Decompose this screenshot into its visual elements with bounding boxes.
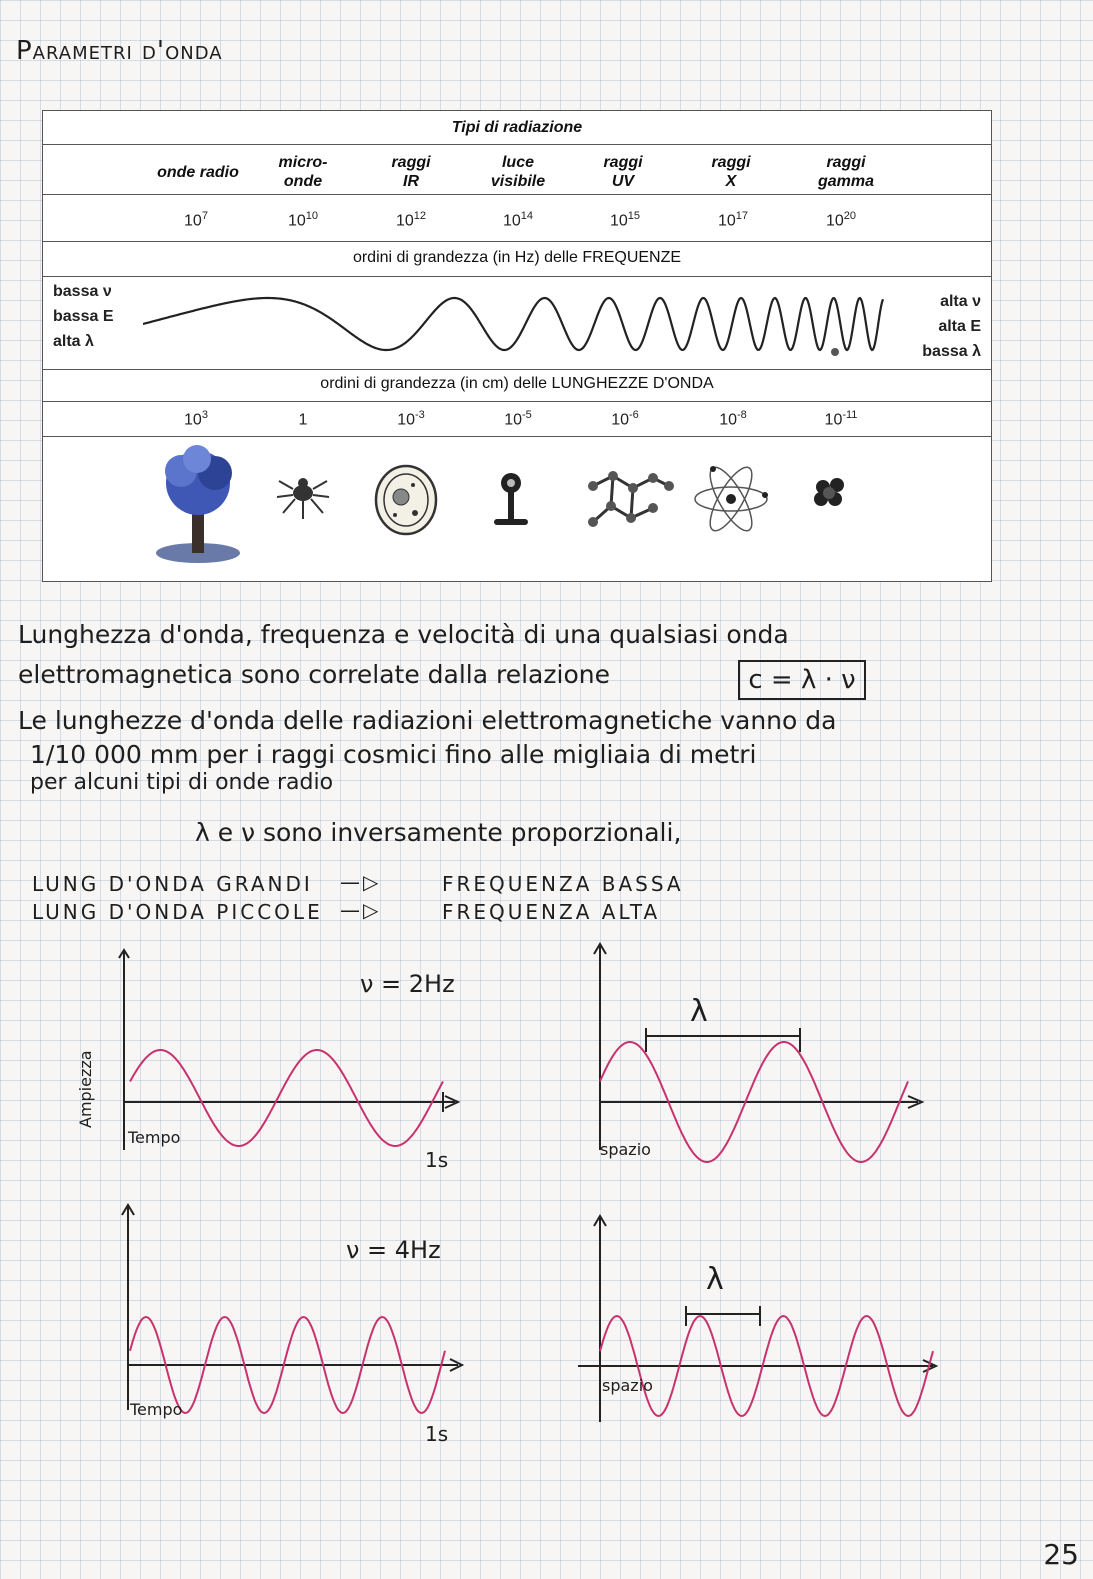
relation-2-left: LUNG D'ONDA PICCOLE bbox=[32, 900, 323, 924]
frequency-radio: $10^7$ bbox=[184, 210, 208, 230]
relation-1-arrow: —▷ bbox=[340, 870, 382, 894]
note-line-2: elettromagnetica sono correlate dalla relazione bbox=[18, 660, 610, 689]
frequency-caption: ordini di grandezza (in Hz) delle FREQUENZE bbox=[352, 249, 682, 266]
graph1-y-label: Ampiezza bbox=[76, 1050, 95, 1128]
type-microwave: micro- onde bbox=[278, 154, 328, 190]
type-gamma: raggi gamma bbox=[817, 154, 875, 190]
nucleus-icon bbox=[811, 475, 851, 511]
type-infrared: raggi IR bbox=[391, 154, 431, 190]
graph3-frequency: ν = 4Hz bbox=[346, 1236, 441, 1264]
graph2-x-label: spazio bbox=[600, 1140, 651, 1159]
insect-icon bbox=[273, 463, 333, 523]
spectrum-wave bbox=[143, 286, 893, 366]
graph1-x-label: Tempo bbox=[128, 1128, 181, 1147]
frequency-infrared: $10^{12}$ bbox=[395, 210, 427, 230]
type-visible: luce visibile bbox=[490, 154, 546, 190]
relation-2-arrow: —▷ bbox=[340, 898, 382, 922]
molecule-icon bbox=[573, 456, 675, 544]
wavelength-caption: ordini di grandezza (in cm) delle LUNGHEZZE D'ONDA bbox=[320, 375, 714, 392]
graph2-lambda: λ bbox=[690, 994, 708, 1029]
cell-icon bbox=[373, 463, 439, 537]
graph4-x-label: spazio bbox=[602, 1376, 653, 1395]
relation-1-left: LUNG D'ONDA GRANDI bbox=[32, 872, 313, 896]
graph1-one-second: 1s bbox=[425, 1148, 449, 1172]
note-line-6: λ e ν sono inversamente proporzionali, bbox=[195, 818, 682, 847]
frequency-uv: $10^{15}$ bbox=[609, 210, 641, 230]
wavelength-infrared: $10^{-3}$ bbox=[397, 409, 425, 429]
electromagnetic-spectrum-table bbox=[42, 110, 992, 582]
graph3-x-label: Tempo bbox=[130, 1400, 183, 1419]
note-line-4: 1/10 000 mm per i raggi cosmici fino alle migliaia di metri bbox=[30, 740, 757, 769]
wavelength-xray: $10^{-8}$ bbox=[719, 409, 747, 429]
type-xray: raggi X bbox=[711, 154, 751, 190]
table-header: Tipi di radiazione bbox=[451, 119, 583, 136]
wavelength-visible: $10^{-5}$ bbox=[504, 409, 532, 429]
graph1-frequency: ν = 2Hz bbox=[360, 970, 455, 998]
type-radio: onde radio bbox=[157, 164, 239, 181]
frequency-visible: $10^{14}$ bbox=[502, 210, 534, 230]
relation-2-right: FREQUENZA ALTA bbox=[442, 900, 661, 924]
left-labels: bassa ν bassa E alta λ bbox=[53, 283, 114, 350]
atom-icon bbox=[691, 459, 771, 539]
frequency-microwave: $10^{10}$ bbox=[287, 210, 319, 230]
wavelength-gamma: $10^{-11}$ bbox=[824, 409, 858, 429]
relation-1-right: FREQUENZA BASSA bbox=[442, 872, 684, 896]
graph-2hz-space bbox=[578, 940, 938, 1170]
tree-icon bbox=[153, 441, 243, 566]
type-uv: raggi UV bbox=[603, 154, 643, 190]
wavelength-uv: $10^{-6}$ bbox=[611, 409, 639, 429]
note-line-1: Lunghezza d'onda, frequenza e velocità di una qualsiasi onda bbox=[18, 620, 789, 649]
wavelength-radio: $10^3$ bbox=[184, 409, 208, 429]
note-line-3: Le lunghezze d'onda delle radiazioni elettromagnetiche vanno da bbox=[18, 706, 837, 735]
wavelength-microwave: 1 bbox=[298, 411, 308, 429]
page-number: 25 bbox=[1043, 1538, 1079, 1571]
virus-icon bbox=[488, 469, 534, 533]
formula-box: c = λ · ν bbox=[738, 660, 866, 700]
page-title: Parametri d'onda bbox=[16, 36, 223, 66]
graph4-lambda: λ bbox=[706, 1262, 724, 1297]
frequency-xray: $10^{17}$ bbox=[717, 210, 749, 230]
graph3-one-second: 1s bbox=[425, 1422, 449, 1446]
note-line-5: per alcuni tipi di onde radio bbox=[30, 770, 334, 795]
right-labels: alta ν alta E bassa λ bbox=[922, 293, 981, 360]
frequency-gamma: $10^{20}$ bbox=[825, 210, 857, 230]
